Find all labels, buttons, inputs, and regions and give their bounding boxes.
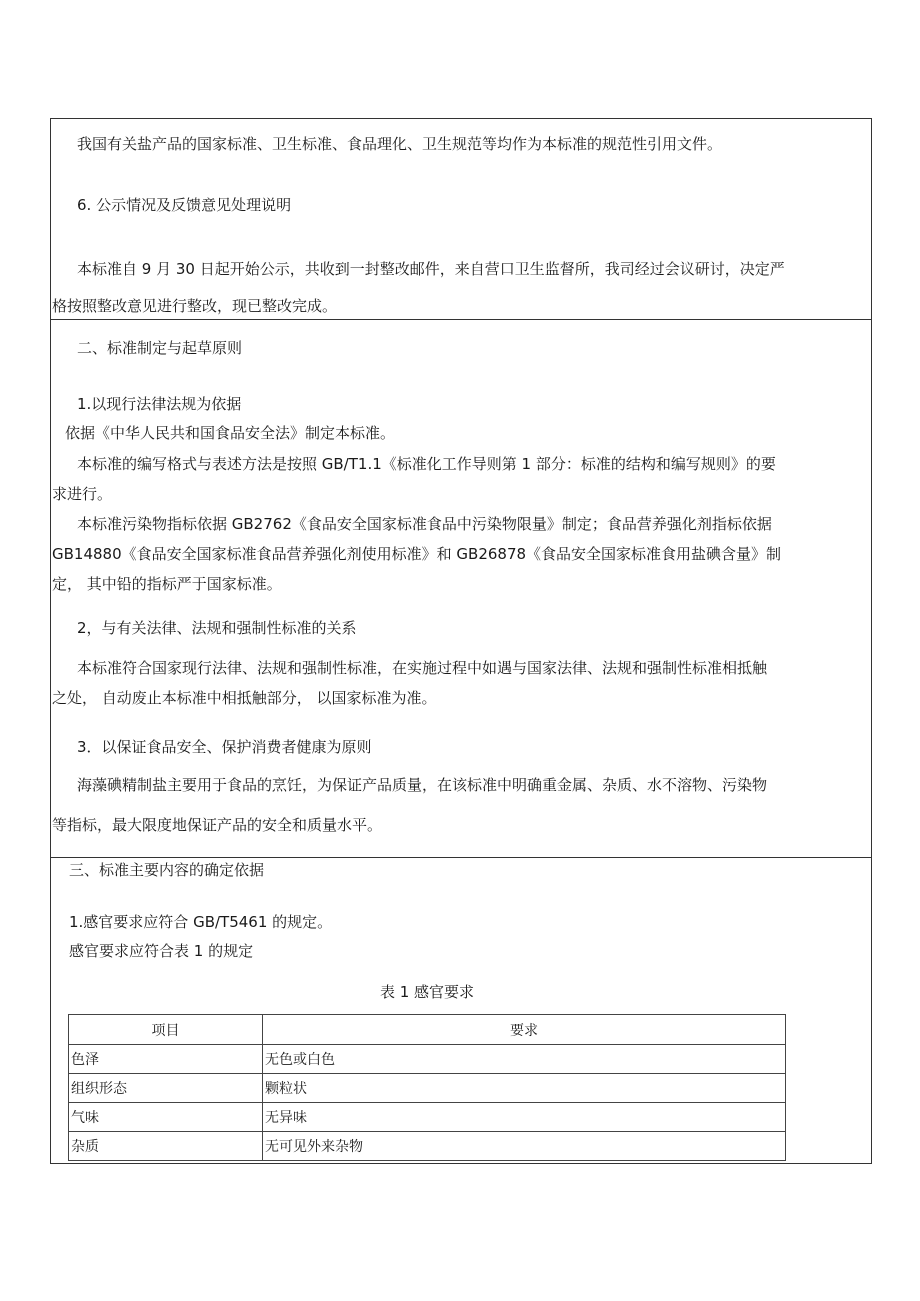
- table-caption: 表 1 感官要求: [379, 983, 475, 1001]
- sensory-requirements-table: [68, 1014, 786, 1161]
- principle1-para3-line1: 本标准污染物指标依据 GB2762《食品安全国家标准食品中污染物限量》制定；食品营养强化剂指标依据: [77, 515, 772, 533]
- publicity-para-line1: 本标准自 9 月 30 日起开始公示，共收到一封整改邮件，来自营口卫生监督所，我司经过会议研讨，决定严: [77, 260, 785, 278]
- principle2-heading: 2，与有关法律、法规和强制性标准的关系: [77, 619, 357, 637]
- sensory-item1-sub: 感官要求应符合表 1 的规定: [69, 942, 254, 960]
- table-cell: 杂质: [69, 1132, 263, 1161]
- principle2-para-line2: 之处， 自动废止本标准中相抵触部分， 以国家标准为准。: [52, 689, 437, 707]
- principle3-para-line2: 等指标，最大限度地保证产品的安全和质量水平。: [52, 816, 383, 834]
- table-cell: 色泽: [69, 1045, 263, 1074]
- section3-title: 三、标准主要内容的确定依据: [69, 861, 265, 879]
- table-cell: 无可见外来杂物: [263, 1132, 786, 1161]
- reference-docs-line: 我国有关盐产品的国家标准、卫生标准、食品理化、卫生规范等均作为本标准的规范性引用文件。: [77, 135, 723, 153]
- table-row: [69, 1074, 786, 1103]
- table-row: [69, 1103, 786, 1132]
- table-cell: 气味: [69, 1103, 263, 1132]
- section2-title: 二、标准制定与起草原则: [77, 339, 243, 357]
- section-divider: [50, 319, 872, 320]
- principle1-para2-line1: 本标准的编写格式与表述方法是按照 GB/T1.1《标准化工作导则第 1 部分：标准的结构和编写规则》的要: [77, 455, 776, 473]
- principle1-para3-line2: GB14880《食品安全国家标准食品营养强化剂使用标准》和 GB26878《食品安全国家标准食用盐碘含量》制: [52, 545, 782, 563]
- table-cell: 颗粒状: [263, 1074, 786, 1103]
- principle1-heading: 1.以现行法律法规为依据: [77, 395, 242, 413]
- principle1-para2-line2: 求进行。: [52, 485, 113, 503]
- heading-publicity: 6. 公示情况及反馈意见处理说明: [77, 196, 292, 214]
- principle3-para-line1: 海藻碘精制盐主要用于食品的烹饪，为保证产品质量，在该标准中明确重金属、杂质、水不溶物、污染物: [77, 776, 768, 794]
- sensory-item1: 1.感官要求应符合 GB/T5461 的规定。: [69, 913, 333, 931]
- section-divider: [50, 857, 872, 858]
- table-header-row: [69, 1015, 786, 1045]
- principle2-para-line1: 本标准符合国家现行法律、法规和强制性标准，在实施过程中如遇与国家法律、法规和强制性标准相抵触: [77, 659, 768, 677]
- table-cell: 无异味: [263, 1103, 786, 1132]
- table-row: [69, 1045, 786, 1074]
- table-header-item: 项目: [69, 1015, 263, 1045]
- table-header-requirement: 要求: [263, 1015, 786, 1045]
- principle3-heading: 3．以保证食品安全、保护消费者健康为原则: [77, 738, 372, 756]
- table-row: [69, 1132, 786, 1161]
- publicity-para-line2: 格按照整改意见进行整改，现已整改完成。: [52, 297, 338, 315]
- table-cell: 组织形态: [69, 1074, 263, 1103]
- principle1-para3-line3: 定， 其中铅的指标严于国家标准。: [52, 575, 282, 593]
- principle1-para1: 依据《中华人民共和国食品安全法》制定本标准。: [65, 424, 396, 442]
- table-cell: 无色或白色: [263, 1045, 786, 1074]
